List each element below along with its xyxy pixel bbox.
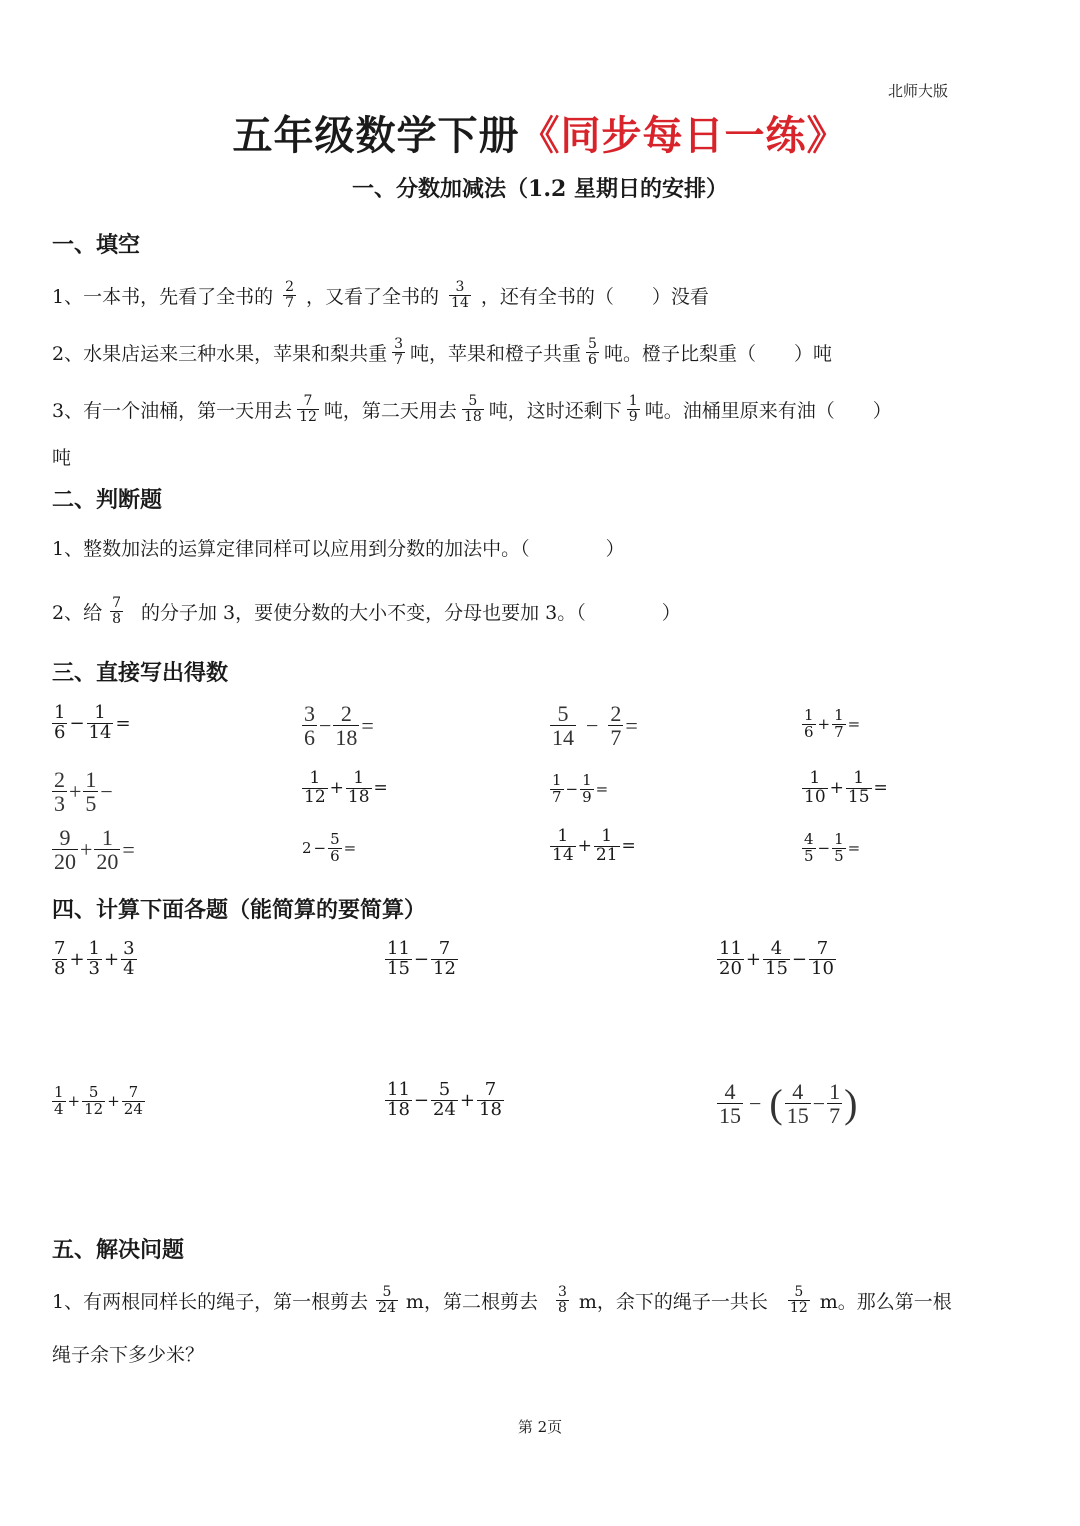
calc-expr-e: $\frac{11}{18}$ − $\frac{5}{24}$ + $\frac{7}{18}$: [387, 1079, 502, 1120]
direct-expr-r1c4: $\frac{1}{6}$ + $\frac{1}{7}$ =: [804, 706, 861, 741]
right-paren: ): [844, 1080, 858, 1126]
fill-question-1: 1、一本书，先看了全书的 $\frac{2}{7}$ ，又看了全书的 $\frac{3}{14}$ ，还有全书的（ ）没看: [52, 279, 709, 311]
direct-expr-r2c2: $\frac{1}{12}$ + $\frac{1}{18}$ =: [304, 768, 388, 807]
direct-expr-r1c1: $\frac{1}{6}$ − $\frac{1}{14}$ =: [54, 702, 131, 743]
title-highlight: 《同步每日一练》: [519, 112, 848, 159]
direct-expr-r3c4: $\frac{4}{5}$ − $\frac{1}{5}$ =: [804, 830, 861, 865]
direct-expr-r2c3: $\frac{1}{7}$ − $\frac{1}{9}$ =: [552, 771, 609, 806]
page-subtitle: 一、分数加减法（1.2 星期日的安排）: [352, 176, 728, 202]
section-fill-blank: 一、填空: [52, 232, 141, 258]
fill-question-2: 2、水果店运来三种水果，苹果和梨共重 $\frac{3}{7}$ 吨，苹果和橙子共重 $\frac{5}{6}$ 吨。橙子比梨重（ ）吨: [52, 336, 832, 368]
page-title: 五年级数学下册《同步每日一练》: [232, 112, 848, 159]
calc-expr-a: $\frac{7}{8}$ + $\frac{1}{3}$ + $\frac{3}{4}$: [54, 938, 135, 979]
section-problem-solving: 五、解决问题: [52, 1237, 185, 1263]
section-calculate: 四、计算下面各题（能简算的要简算）: [52, 897, 427, 923]
direct-expr-r3c3: $\frac{1}{14}$ + $\frac{1}{21}$ =: [552, 826, 636, 865]
calc-expr-b: $\frac{11}{15}$ − $\frac{7}{12}$: [387, 938, 456, 979]
direct-expr-r3c1: $\frac{9}{20}$ + $\frac{1}{20}$ =: [54, 825, 135, 875]
calc-expr-f: $\frac{4}{15}$ − ( $\frac{4}{15}$ − $\frac{1}{7}$ ): [719, 1079, 858, 1129]
fill-question-3: 3、有一个油桶，第一天用去 $\frac{7}{12}$ 吨，第二天用去 $\frac{5}{18}$ 吨，这时还剩下 $\frac{1}{9}$ 吨。油桶里原来有油（ ）: [52, 393, 892, 425]
direct-expr-r1c2: $\frac{3}{6}$ − $\frac{2}{18}$ =: [304, 701, 374, 751]
left-paren: (: [769, 1080, 783, 1126]
calc-expr-d: $\frac{1}{4}$ + $\frac{5}{12}$ + $\frac{7}{24}$: [54, 1083, 143, 1118]
page-number: 第 2页: [517, 1418, 563, 1436]
fill-question-3-unit: 吨: [52, 447, 72, 469]
direct-expr-r3c2: 2 − $\frac{5}{6}$ =: [302, 830, 357, 865]
judge-question-2: 2、给 $\frac{7}{8}$ 的分子加 3，要使分数的大小不变，分母也要加 3。（ ）: [52, 595, 681, 627]
section-judge: 二、判断题: [52, 487, 163, 513]
section-direct-answer: 三、直接写出得数: [52, 660, 229, 686]
direct-expr-r2c1: $\frac{2}{3}$ + $\frac{1}{5}$ −: [54, 767, 113, 817]
problem-question-1-cont: 绳子余下多少米？: [52, 1344, 205, 1366]
direct-expr-r2c4: $\frac{1}{10}$ + $\frac{1}{15}$ =: [804, 768, 888, 807]
judge-question-1: 1、整数加法的运算定律同样可以应用到分数的加法中。（ ）: [52, 538, 625, 560]
problem-question-1: 1、有两根同样长的绳子，第一根剪去 $\frac{5}{24}$ m，第二根剪去 $\frac{3}{8}$ m，余下的绳子一共长 $\frac{5}{12}$ m。那么第一根: [52, 1284, 952, 1316]
calc-expr-c: $\frac{11}{20}$ + $\frac{4}{15}$ − $\frac{7}{10}$: [719, 938, 834, 979]
edition-label: 北师大版: [888, 82, 949, 100]
direct-expr-r1c3: $\frac{5}{14}$ − $\frac{2}{7}$ =: [552, 701, 638, 751]
